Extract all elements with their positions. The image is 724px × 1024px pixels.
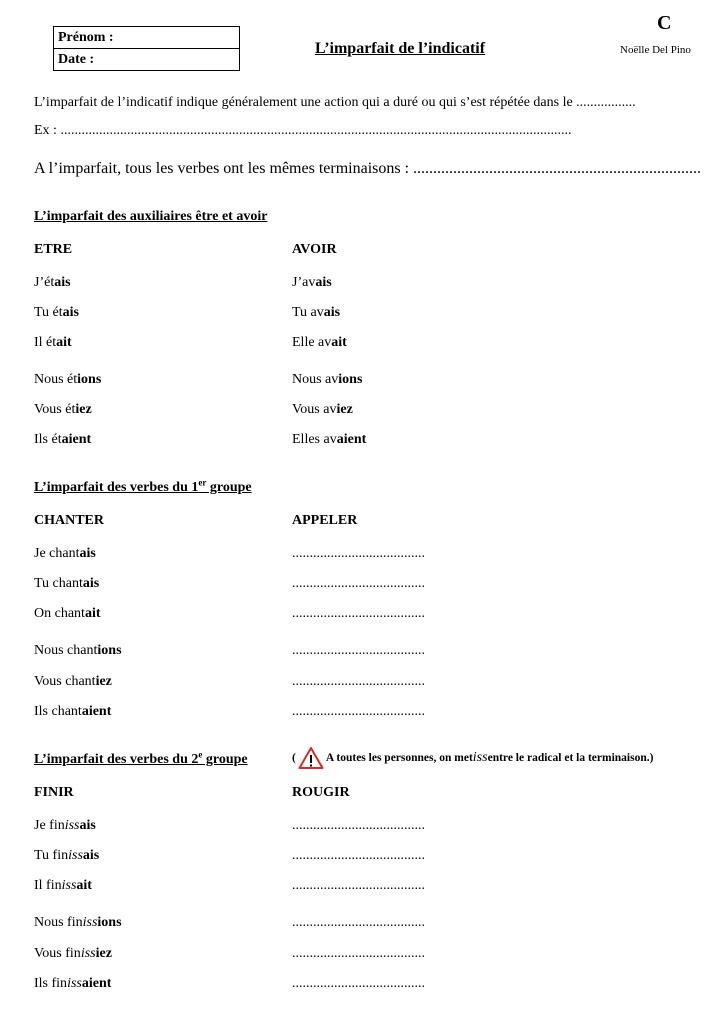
- document-title: L’imparfait de l’indicatif: [315, 40, 486, 57]
- finir-row: Ils finissaient: [34, 976, 112, 991]
- section-group2-title: L’imparfait des verbes du 2e groupe: [34, 749, 248, 767]
- avoir-row: Elle avait: [292, 335, 347, 350]
- finir-row: Il finissait: [34, 878, 92, 893]
- author-name: Noëlle Del Pino: [620, 44, 691, 56]
- rougir-blank[interactable]: ......................................: [292, 848, 425, 863]
- appeler-blank[interactable]: ......................................: [292, 576, 425, 591]
- etre-row: Vous étiez: [34, 402, 92, 417]
- level-letter: C: [657, 12, 672, 34]
- etre-row: J’étais: [34, 275, 71, 290]
- intro-endings: A l’imparfait, tous les verbes ont les mêmes terminaisons : ........................................................................: [34, 160, 702, 177]
- rougir-blank[interactable]: ......................................: [292, 976, 425, 991]
- appeler-blank[interactable]: ......................................: [292, 606, 425, 621]
- rougir-heading: ROUGIR: [292, 785, 350, 800]
- etre-row: Tu étais: [34, 305, 80, 320]
- etre-row: Il était: [34, 335, 72, 350]
- intro-definition: L’imparfait de l’indicatif indique généralement une action qui a duré ou qui s’est répétée dans le .................: [34, 95, 636, 110]
- chanter-row: Nous chantions: [34, 643, 122, 658]
- date-field: Date :: [54, 48, 239, 70]
- group2-note: ( A toutes les personnes, on met iss entre le radical et la terminaison.): [292, 746, 653, 770]
- chanter-row: On chantait: [34, 606, 101, 621]
- chanter-row: Tu chantais: [34, 576, 100, 591]
- avoir-row: J’avais: [292, 275, 332, 290]
- identity-box: [53, 26, 240, 71]
- chanter-row: Je chantais: [34, 546, 96, 561]
- section-auxiliaries-title: L’imparfait des auxiliaires être et avoir: [34, 209, 268, 224]
- firstname-field: Prénom :: [58, 30, 114, 45]
- avoir-row: Tu avais: [292, 305, 341, 320]
- chanter-heading: CHANTER: [34, 513, 105, 528]
- warning-icon: [298, 746, 324, 770]
- rougir-blank[interactable]: ......................................: [292, 878, 425, 893]
- finir-row: Tu finissais: [34, 848, 100, 863]
- intro-example: Ex : ..................................................................................................................................................: [34, 123, 572, 138]
- appeler-blank[interactable]: ......................................: [292, 546, 425, 561]
- finir-row: Vous finissiez: [34, 946, 112, 961]
- avoir-row: Nous avions: [292, 372, 363, 387]
- avoir-heading: AVOIR: [292, 242, 337, 257]
- appeler-heading: APPELER: [292, 513, 358, 528]
- avoir-row: Vous aviez: [292, 402, 353, 417]
- rougir-blank[interactable]: ......................................: [292, 946, 425, 961]
- chanter-row: Ils chantaient: [34, 704, 112, 719]
- avoir-row: Elles avaient: [292, 432, 367, 447]
- etre-row: Nous étions: [34, 372, 102, 387]
- section-group1-title: L’imparfait des verbes du 1er groupe: [34, 477, 252, 495]
- appeler-blank[interactable]: ......................................: [292, 704, 425, 719]
- rougir-blank[interactable]: ......................................: [292, 915, 425, 930]
- appeler-blank[interactable]: ......................................: [292, 643, 425, 658]
- appeler-blank[interactable]: ......................................: [292, 674, 425, 689]
- etre-row: Ils étaient: [34, 432, 92, 447]
- etre-heading: ETRE: [34, 242, 73, 257]
- finir-heading: FINIR: [34, 785, 74, 800]
- finir-row: Nous finissions: [34, 915, 122, 930]
- chanter-row: Vous chantiez: [34, 674, 112, 689]
- rougir-blank[interactable]: ......................................: [292, 818, 425, 833]
- finir-row: Je finissais: [34, 818, 96, 833]
